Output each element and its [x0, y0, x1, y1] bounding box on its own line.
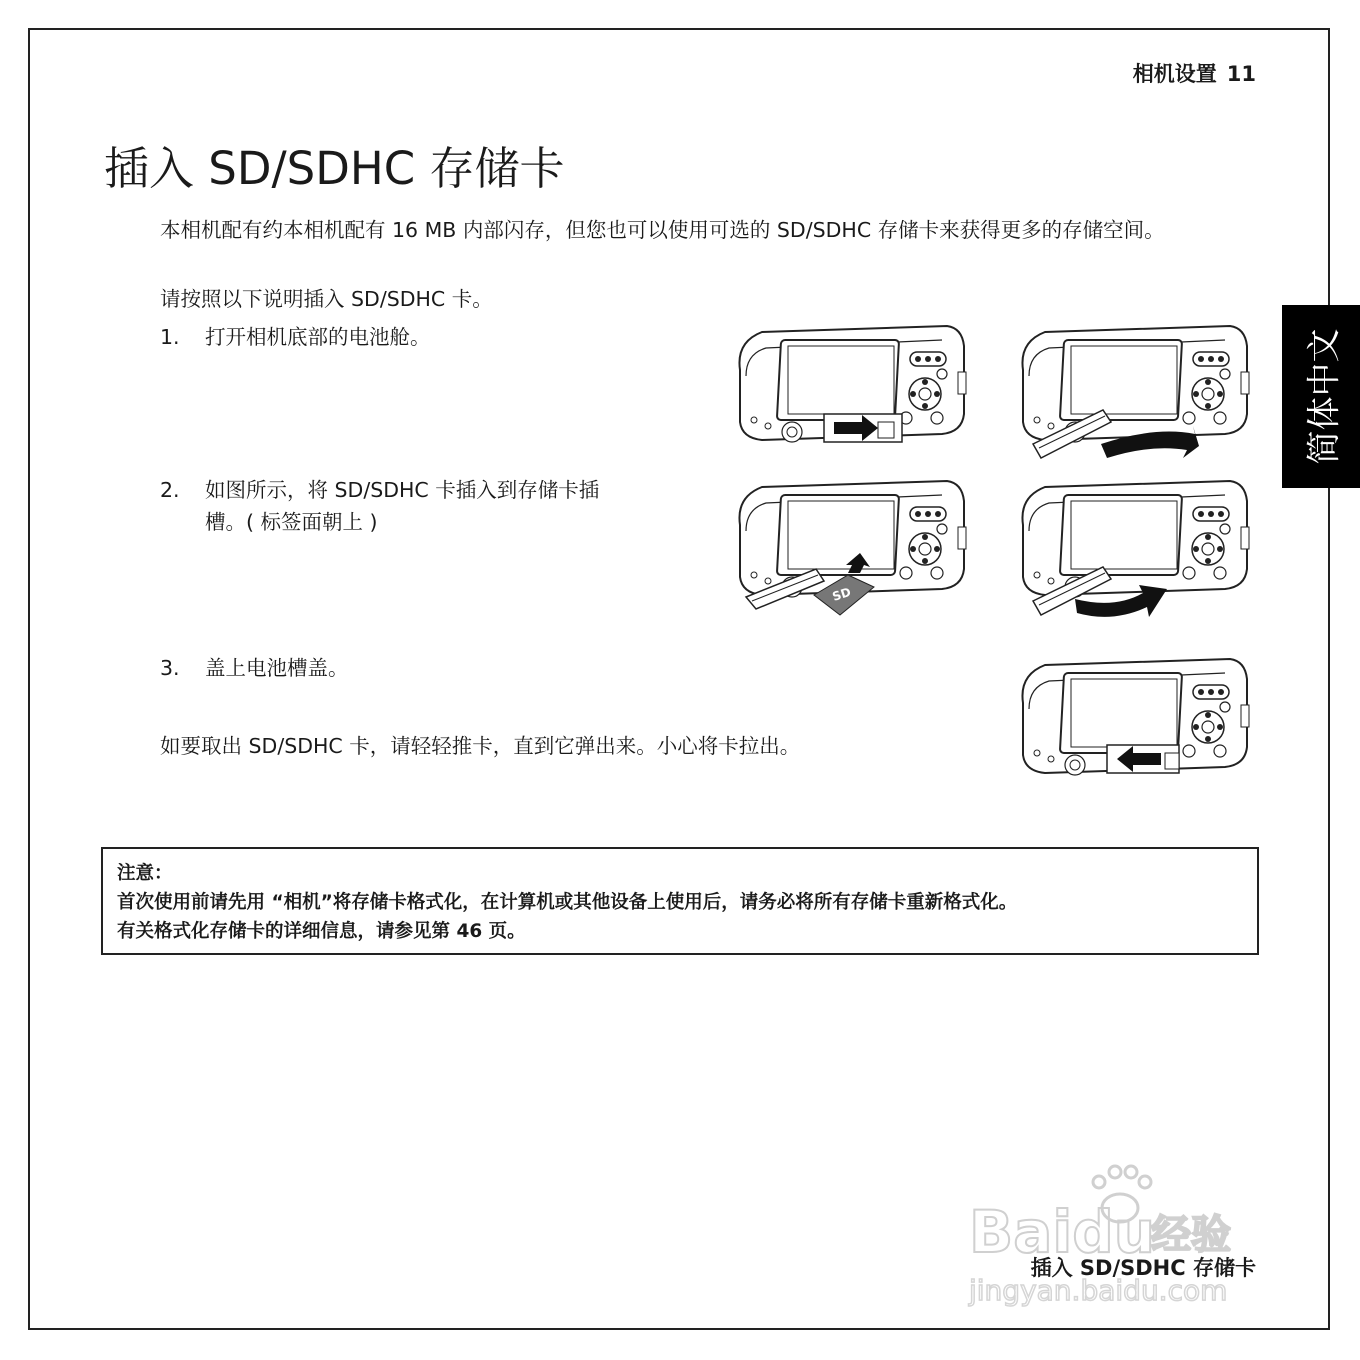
camera-illustration — [1015, 322, 1255, 467]
camera-illustration — [732, 477, 972, 622]
camera-illustration — [1015, 655, 1255, 787]
step-text: 如图所示，将 SD/SDHC 卡插入到存储卡插槽。( 标签面朝上 ) — [205, 478, 600, 534]
step-text: 打开相机底部的电池舱。 — [205, 325, 431, 349]
step-2 — [160, 474, 635, 538]
sd-card-label: SD — [830, 584, 853, 604]
watermark-brand: Baidu — [969, 1198, 1156, 1266]
step-1 — [160, 321, 635, 353]
note-label: 注意： — [117, 863, 173, 884]
watermark-url: jingyan.baidu.com — [969, 1274, 1228, 1307]
note-line-1: 首次使用前请先用 “相机”将存储卡格式化，在计算机或其他设备上使用后，请务必将所有存储卡重新格式化。 — [117, 892, 1018, 913]
page-footer: 插入 SD/SDHC 存储卡 — [1030, 1256, 1256, 1280]
step-number: 2. — [160, 478, 180, 502]
language-label: 简体中文 — [1304, 328, 1345, 465]
page-header — [1133, 58, 1256, 88]
remove-instructions: 如要取出 SD/SDHC 卡，请轻轻推卡，直到它弹出来。小心将卡拉出。 — [160, 734, 801, 758]
instruction-paragraph: 请按照以下说明插入 SD/SDHC 卡。 — [160, 287, 493, 311]
baidu-watermark — [965, 1160, 1275, 1310]
note-box — [101, 847, 1259, 955]
camera-illustration — [732, 322, 972, 454]
section-title: 相机设置 — [1132, 62, 1217, 86]
language-tab — [1282, 305, 1360, 488]
intro-paragraph: 本相机配有约本相机配有 16 MB 内部闪存，但您也可以使用可选的 SD/SDHC 存储卡来获得更多的存储空间。 — [160, 218, 1165, 242]
page-title: 插入 SD/SDHC 存储卡 — [104, 142, 565, 195]
step-3 — [160, 652, 635, 684]
camera-illustration — [1015, 477, 1255, 625]
page-number: 11 — [1226, 62, 1256, 86]
step-number: 1. — [160, 325, 180, 349]
watermark-chinese: 经验 — [1151, 1212, 1231, 1258]
step-text: 盖上电池槽盖。 — [205, 656, 349, 680]
step-number: 3. — [160, 656, 180, 680]
note-line-2: 有关格式化存储卡的详细信息，请参见第 46 页。 — [117, 921, 526, 942]
